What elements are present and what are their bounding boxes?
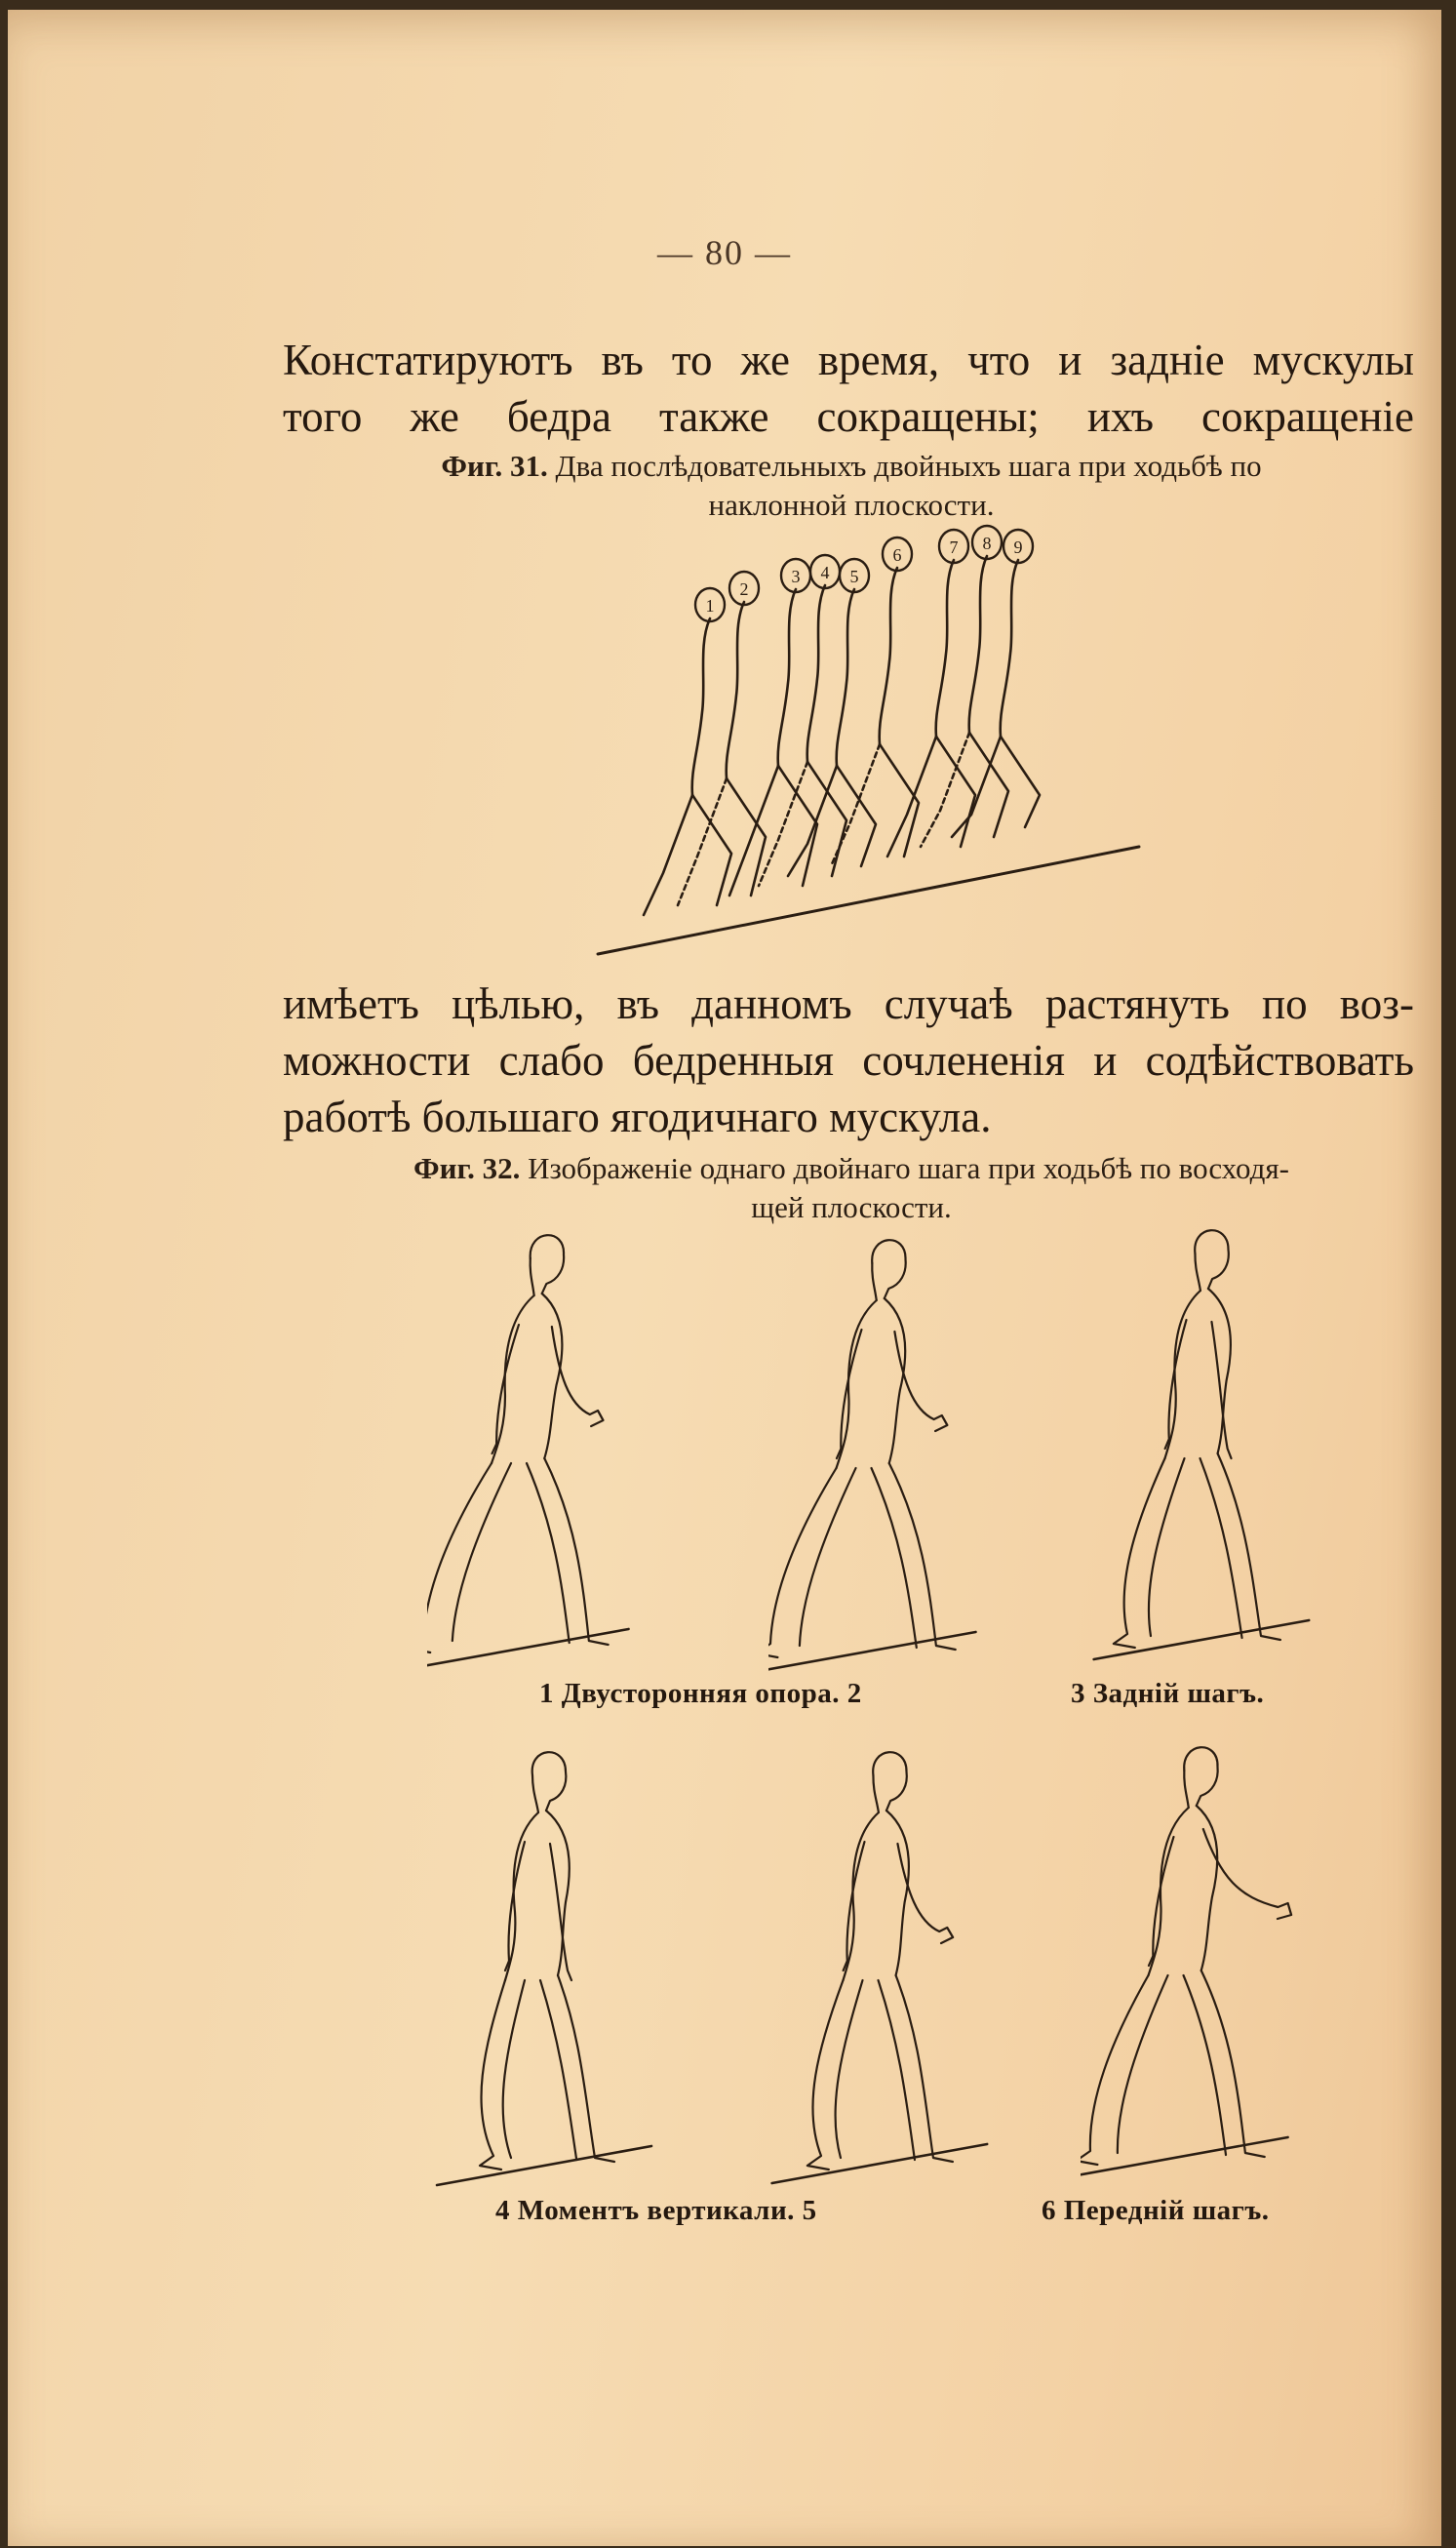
stick-body	[936, 560, 954, 737]
book-page	[8, 10, 1441, 2546]
figure-outline	[1081, 1975, 1149, 2165]
figure-outline	[1200, 1829, 1295, 1919]
figure-outline	[871, 1263, 879, 1300]
figure-outline	[1194, 1971, 1273, 2157]
figure-outline	[453, 1463, 511, 1641]
figure-outline	[1149, 1808, 1189, 1975]
figure-outline	[1114, 1458, 1165, 1648]
stick-body	[880, 568, 897, 744]
figure-outline	[1183, 1771, 1191, 1808]
paragraph-top	[283, 332, 1414, 445]
page-number: — 80 —	[657, 233, 792, 272]
stick-leg-dotted	[729, 766, 778, 896]
figure-outline	[480, 1980, 505, 2170]
figure-32-label: Фиг. 32.	[413, 1151, 521, 1185]
figure-outline	[532, 1752, 567, 1811]
figure-outline	[768, 1468, 837, 1657]
figure-outline	[864, 1468, 925, 1648]
figure-outline	[885, 1811, 910, 1975]
stick-body	[727, 602, 744, 778]
stick-leg	[936, 737, 975, 847]
walking-figure	[1081, 1732, 1315, 2200]
figure-31-caption	[300, 447, 1402, 525]
head-number-label: 3	[791, 567, 801, 586]
figure-32-row1-caption-left: 1 Двусторонняя опора. 2	[539, 1678, 862, 1709]
figure-outline	[890, 1332, 951, 1431]
figure-31-caption-text: Два послѣдовательныхъ двойныхъ шага при ходьбѣ по	[555, 449, 1262, 483]
walking-figure	[768, 1736, 1003, 2205]
figure-32-caption-text: щей плоскости.	[751, 1190, 952, 1224]
figure-outline	[532, 1775, 538, 1812]
figure-outline	[1195, 1230, 1230, 1289]
head-number-label: 9	[1013, 537, 1023, 557]
stick-leg-dotted	[644, 795, 692, 915]
stick-body	[692, 618, 710, 795]
figure-outline	[505, 1812, 538, 1980]
figure-31-caption-text: наклонной плоскости.	[708, 488, 995, 522]
figure-32-caption-text: Изображенiе однаго двойнаго шага при ходьбѣ по восходя-	[528, 1151, 1289, 1185]
stick-leg-dotted	[678, 778, 727, 905]
stick-body	[807, 585, 825, 762]
figure-outline	[835, 1980, 863, 2158]
figure-32-row2-caption-left: 4 Моментъ вертикали. 5	[495, 2195, 817, 2226]
figure-outline	[1198, 1458, 1244, 1638]
figure-outline	[800, 1468, 856, 1646]
figure-outline	[532, 1294, 565, 1458]
stick-body	[1001, 560, 1018, 737]
figure-outline	[1165, 1291, 1200, 1458]
stick-leg-dotted	[788, 766, 837, 876]
stick-leg-dotted	[887, 737, 936, 856]
head-number-label: 4	[820, 563, 830, 582]
ground-line	[772, 2144, 988, 2183]
head-number-label: 2	[739, 579, 749, 599]
head-number-label: 5	[849, 567, 859, 586]
text-line-last: работѣ большаго ягодичнаго мускула.	[283, 1093, 992, 1141]
text-line: можности слабо бедренныя сочлененiя и содѣйствовать	[283, 1036, 1414, 1085]
figure-32-row2-caption-right: 6 Переднiй шагъ.	[1042, 2195, 1270, 2226]
ground-line	[437, 2146, 651, 2185]
figure-outline	[893, 1975, 956, 2162]
figure-outline	[1183, 1747, 1219, 1806]
figure-outline	[1118, 1975, 1168, 2153]
head-number-label: 6	[892, 545, 902, 565]
ground-line	[1081, 2137, 1288, 2176]
figure-outline	[873, 1775, 880, 1812]
figure-outline	[882, 1463, 964, 1650]
figure-outline	[1176, 1975, 1234, 2155]
walking-figure	[1090, 1214, 1324, 1683]
figure-32-row1-caption-right: 3 Заднiй шагъ.	[1071, 1678, 1265, 1709]
text-line: имѣетъ цѣлью, въ данномъ случаѣ растянуть по воз-	[283, 979, 1414, 1028]
figure-outline	[427, 1463, 492, 1652]
ground-line	[427, 1629, 629, 1668]
figure-outline	[529, 1258, 536, 1295]
stick-leg	[692, 795, 731, 905]
stick-body	[969, 556, 987, 733]
figure-outline	[517, 1463, 579, 1643]
walking-figure	[427, 1219, 661, 1688]
stick-body	[837, 589, 854, 766]
text-line: того же бедра также сокращены; ихъ сокращенiе	[283, 392, 1414, 441]
stick-leg-dotted	[952, 737, 1001, 837]
figure-outline	[558, 1975, 614, 2162]
figure-outline	[528, 1235, 565, 1294]
paragraph-middle	[283, 975, 1414, 1145]
figure-outline	[844, 1812, 879, 1980]
figure-outline	[540, 1980, 576, 2160]
head-number-label: 8	[982, 534, 992, 553]
stick-leg	[1001, 737, 1040, 827]
figure-31-label: Фиг. 31.	[441, 449, 548, 483]
stick-leg	[969, 733, 1008, 837]
stick-leg	[727, 778, 766, 896]
stick-body	[778, 589, 796, 766]
figure-outline	[837, 1300, 877, 1468]
figure-outline	[896, 1844, 954, 1943]
figure-outline	[1195, 1254, 1201, 1291]
figure-outline	[871, 1240, 907, 1298]
head-number-label: 1	[705, 596, 715, 616]
walking-figure	[768, 1224, 1003, 1692]
figure-outline	[546, 1327, 609, 1426]
stick-leg	[778, 766, 817, 886]
figure-outline	[876, 1980, 918, 2160]
figure-outline	[873, 1752, 908, 1811]
figure-outline	[492, 1295, 534, 1463]
stick-figure-group	[644, 556, 1040, 915]
walking-figure	[427, 1736, 661, 2205]
stick-leg-dotted	[759, 762, 807, 886]
head-number-label: 7	[949, 537, 959, 557]
figure-outline	[534, 1458, 619, 1645]
text-line: Констатируютъ въ то же время, что и заднiе мускулы	[283, 336, 1414, 384]
figure-31-walking-diagram	[583, 515, 1149, 974]
figure-outline	[878, 1298, 908, 1463]
figure-outline	[503, 1980, 525, 2158]
